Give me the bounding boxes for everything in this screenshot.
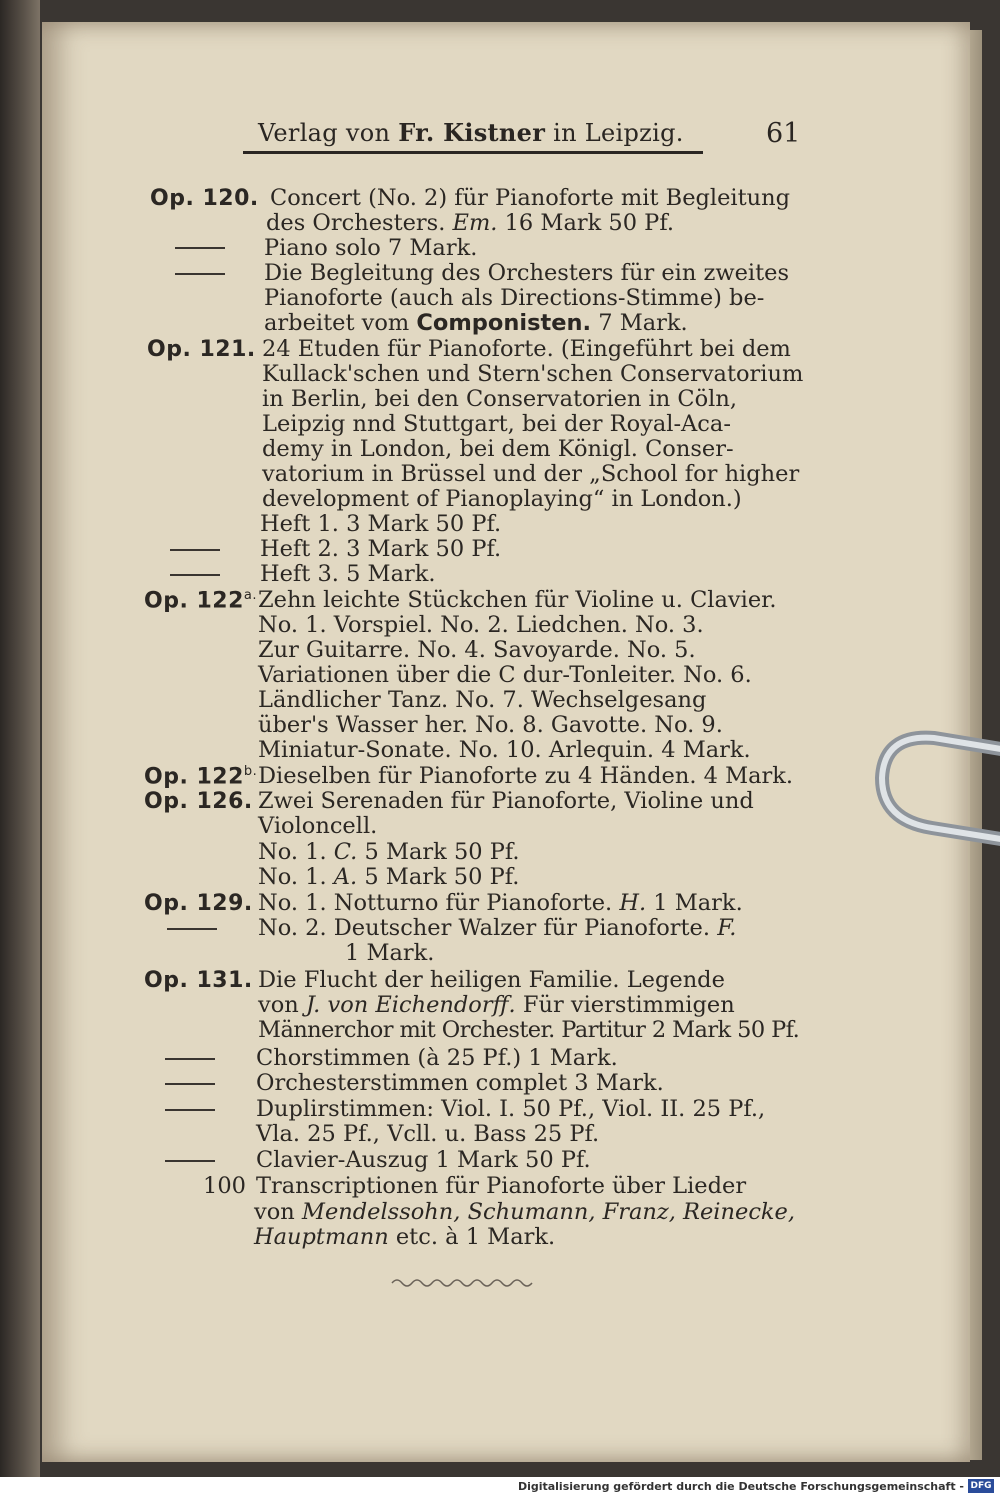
entry-line: Kullack'schen und Stern'schen Conservatorium xyxy=(262,361,804,387)
ditto-dash xyxy=(165,1160,215,1162)
entry-line: über's Wasser her. No. 8. Gavotte. No. 9. xyxy=(258,712,723,738)
entry-line: Duplirstimmen: Viol. I. 50 Pf., Viol. II. 25 Pf., xyxy=(256,1096,766,1122)
paper-clip xyxy=(872,728,1000,858)
entry-line: arbeitet vom Componisten. 7 Mark. xyxy=(264,310,688,336)
opus-label-122b: Op. $122^{b.}$ xyxy=(144,764,258,790)
entry-line: Heft 1. 3 Mark 50 Pf. xyxy=(260,511,502,537)
entry-line: No. 1. A. 5 Mark 50 Pf. xyxy=(258,864,520,890)
entry-line: Miniatur-Sonate. No. 10. Arlequin. 4 Mark. xyxy=(258,737,751,763)
opus-label-129: Op. 129. xyxy=(144,891,253,916)
opus-label-120: Op. 120. xyxy=(150,186,259,211)
entry-line: Ländlicher Tanz. No. 7. Wechselgesang xyxy=(258,687,707,713)
entry-line: No. 1. Notturno für Pianoforte. H. 1 Mark. xyxy=(258,890,743,916)
entry-line: des Orchesters. Em. 16 Mark 50 Pf. xyxy=(266,210,674,236)
entry-line: Heft 2. 3 Mark 50 Pf. xyxy=(260,536,502,562)
entry-line: Die Flucht der heiligen Familie. Legende xyxy=(258,967,725,993)
entry-line: No. 2. Deutscher Walzer für Pianoforte. F. xyxy=(258,915,737,941)
entry-line: Hauptmann etc. à 1 Mark. xyxy=(254,1224,556,1250)
book-spine xyxy=(0,0,40,1497)
entry-line: Violoncell. xyxy=(258,813,378,839)
entry-line: No. 1. Vorspiel. No. 2. Liedchen. No. 3. xyxy=(258,612,704,638)
entry-line: Zwei Serenaden für Pianoforte, Violine und xyxy=(258,788,754,814)
entry-line: Heft 3. 5 Mark. xyxy=(260,561,436,587)
opus-label-121: Op. 121. xyxy=(147,337,256,362)
ditto-dash xyxy=(165,1109,215,1111)
header-prefix: Verlag von xyxy=(258,119,399,147)
entry-line: Variationen über die C dur-Tonleiter. No. 6. xyxy=(258,662,752,688)
opus-label-122a: Op. $122^{a.}$ xyxy=(144,588,257,614)
entry-line: Concert (No. 2) für Pianoforte mit Begleitung xyxy=(270,185,791,211)
opus-label-126: Op. 126. xyxy=(144,789,253,814)
entry-line: Orchesterstimmen complet 3 Mark. xyxy=(256,1070,664,1096)
opus-label-131: Op. 131. xyxy=(144,968,253,993)
entry-line: Chorstimmen (à 25 Pf.) 1 Mark. xyxy=(256,1045,618,1071)
header-suffix: in Leipzig. xyxy=(545,119,684,147)
ditto-dash xyxy=(165,1058,215,1060)
entry-line: Zehn leichte Stückchen für Violine u. Clavier. xyxy=(258,587,777,613)
ditto-dash xyxy=(175,273,225,275)
entry-line: Vla. 25 Pf., Vcll. u. Bass 25 Pf. xyxy=(256,1121,600,1147)
entry-line: von J. von Eichendorff. Für vierstimmigen xyxy=(258,992,735,1018)
header-publisher: Fr. Kistner xyxy=(398,118,546,147)
footer-credit: Digitalisierung gefördert durch die Deutsche Forschungsgemeinschaft - xyxy=(517,1480,964,1493)
dfg-logo: DFG xyxy=(968,1479,994,1493)
entry-line: Pianoforte (auch als Directions-Stimme) be- xyxy=(264,285,765,311)
transcriptions-count: 100 xyxy=(203,1173,246,1199)
entry-line: Piano solo 7 Mark. xyxy=(264,235,478,261)
entry-line: Männerchor mit Orchester. Partitur 2 Mark 50 Pf. xyxy=(258,1017,800,1043)
entry-line: in Berlin, bei den Conservatorien in Cöln, xyxy=(262,386,737,412)
ditto-dash xyxy=(170,574,220,576)
ditto-dash xyxy=(167,928,217,930)
entry-line: Leipzig nnd Stuttgart, bei der Royal-Aca- xyxy=(262,411,731,437)
entry-line: Die Begleitung des Orchesters für ein zweites xyxy=(264,260,790,286)
ditto-dash xyxy=(170,549,220,551)
entry-line: No. 1. C. 5 Mark 50 Pf. xyxy=(258,839,520,865)
header-rule xyxy=(243,151,703,154)
entry-line: development of Pianoplaying“ in London.) xyxy=(262,486,742,512)
entry-line: Clavier-Auszug 1 Mark 50 Pf. xyxy=(256,1147,591,1173)
running-header xyxy=(258,118,698,147)
end-ornament xyxy=(390,1276,540,1290)
ditto-dash xyxy=(165,1083,215,1085)
entry-line: von Mendelssohn, Schumann, Franz, Reinecke, xyxy=(254,1199,796,1225)
page-number: 61 xyxy=(766,118,801,149)
entry-line: Transcriptionen für Pianoforte über Lieder xyxy=(256,1173,747,1199)
entry-line: vatorium in Brüssel und der „School for higher xyxy=(262,461,800,487)
entry-line: demy in London, bei dem Königl. Conser- xyxy=(262,436,734,462)
ditto-dash xyxy=(175,247,225,249)
entry-line: Dieselben für Pianoforte zu 4 Händen. 4 Mark. xyxy=(258,763,794,789)
entry-line: Zur Guitarre. No. 4. Savoyarde. No. 5. xyxy=(258,637,696,663)
entry-line: 1 Mark. xyxy=(345,940,435,966)
entry-line: 24 Etuden für Pianoforte. (Eingeführt bei dem xyxy=(262,336,791,362)
